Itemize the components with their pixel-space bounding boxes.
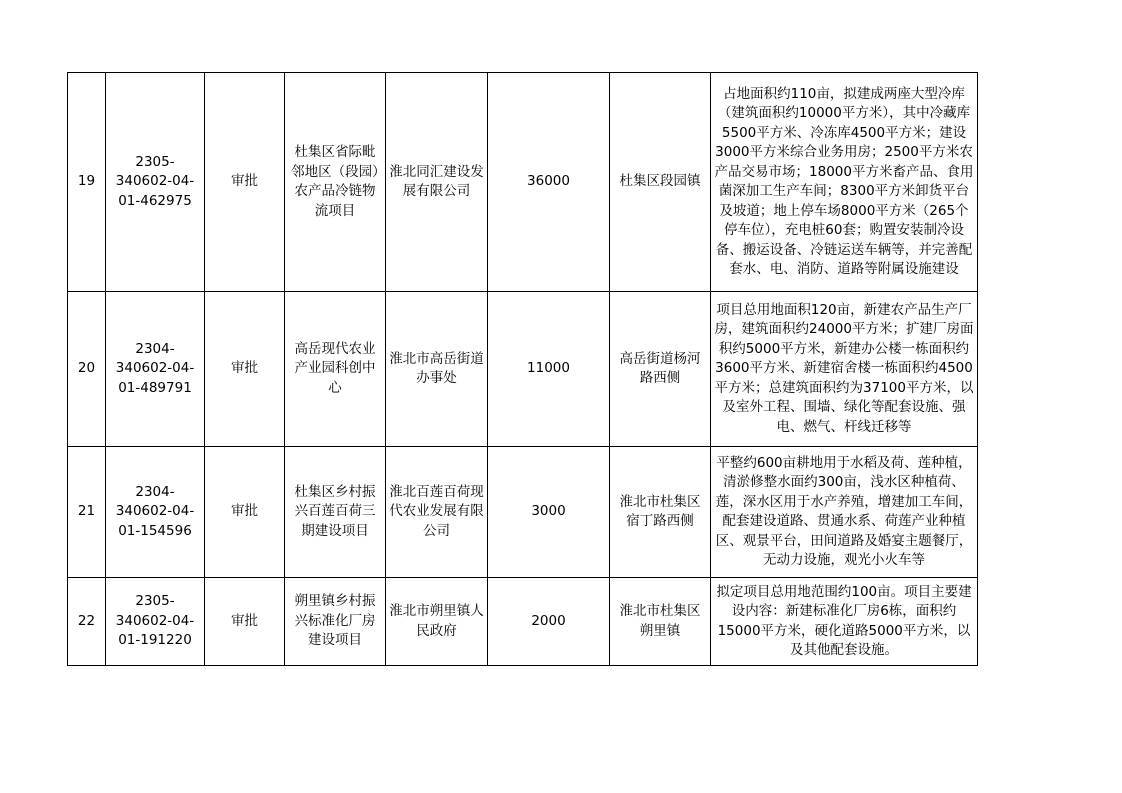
- construction-unit: 淮北市高岳街道办事处: [386, 292, 488, 447]
- project-content: 拟定项目总用地范围约100亩。项目主要建设内容：新建标准化厂房6栋，面积约15000平方米，硬化道路5000平方米，以及其他配套设施。: [716, 583, 972, 658]
- project-table: [67, 72, 978, 666]
- table-row: [68, 292, 978, 447]
- project-location: 杜集区段园镇: [610, 73, 711, 292]
- project-content: 占地面积约110亩，拟建成两座大型冷库（建筑面积约10000平方米），其中冷藏库5500平方米、冷冻库4500平方米；建设3000平方米综合业务用房；2500平方米农产品交易市场；18000平方米畜产品、食用菌深加工生产车间；8300平方米卸货平台及坡道；地上停车场8000平方米（265个停车位），充电桩60套；购置安装制冷设备、搬运设备、冷链运送车辆等，并完善配套水、电、消防、道路等附属设施建设: [714, 85, 974, 277]
- approval-type: 审批: [205, 447, 285, 578]
- project-code: 2305-340602-04-01-191220: [106, 578, 205, 666]
- table-row: [68, 578, 978, 666]
- table-row: [68, 73, 978, 292]
- construction-unit: 淮北市朔里镇人民政府: [386, 578, 488, 666]
- construction-unit: 淮北百莲百荷现代农业发展有限公司: [386, 447, 488, 578]
- project-content: 项目总用地面积120亩，新建农产品生产厂房，建筑面积约24000平方米；扩建厂房面积约5000平方米，新建办公楼一栋面积约3600平方米、新建宿舍楼一栋面积约4500平方米；总建筑面积约为37100平方米，以及室外工程、围墙、绿化等配套设施、强电、燃气、杆线迁移等: [714, 301, 974, 435]
- approval-type: 审批: [205, 578, 285, 666]
- approval-type: 审批: [205, 73, 285, 292]
- project-code: 2305-340602-04-01-462975: [106, 73, 205, 292]
- project-name: 高岳现代农业产业园科创中心: [285, 292, 386, 447]
- project-content-cell: [711, 578, 978, 666]
- construction-unit: 淮北同汇建设发展有限公司: [386, 73, 488, 292]
- project-content-cell: [711, 447, 978, 578]
- row-number: 20: [68, 292, 106, 447]
- project-location: 淮北市杜集区宿丁路西侧: [610, 447, 711, 578]
- project-content-cell: [711, 292, 978, 447]
- investment-amount: 3000: [488, 447, 610, 578]
- row-number: 19: [68, 73, 106, 292]
- project-code: 2304-340602-04-01-154596: [106, 447, 205, 578]
- investment-amount: 2000: [488, 578, 610, 666]
- project-code: 2304-340602-04-01-489791: [106, 292, 205, 447]
- project-name: 杜集区乡村振兴百莲百荷三期建设项目: [285, 447, 386, 578]
- project-name: 朔里镇乡村振兴标准化厂房建设项目: [285, 578, 386, 666]
- project-content-cell: [711, 73, 978, 292]
- investment-amount: 11000: [488, 292, 610, 447]
- investment-amount: 36000: [488, 73, 610, 292]
- project-location: 高岳街道杨河路西侧: [610, 292, 711, 447]
- project-location: 淮北市杜集区朔里镇: [610, 578, 711, 666]
- project-name: 杜集区省际毗邻地区（段园）农产品冷链物流项目: [285, 73, 386, 292]
- row-number: 21: [68, 447, 106, 578]
- table-row: [68, 447, 978, 578]
- project-content: 平整约600亩耕地用于水稻及荷、莲种植，清淤修整水面约300亩，浅水区种植荷、莲，深水区用于水产养殖，增建加工车间，配套建设道路、贯通水系、荷莲产业种植区、观景平台，田间道路及婚宴主题餐厅，无动力设施，观光小火车等: [715, 454, 973, 568]
- approval-type: 审批: [205, 292, 285, 447]
- row-number: 22: [68, 578, 106, 666]
